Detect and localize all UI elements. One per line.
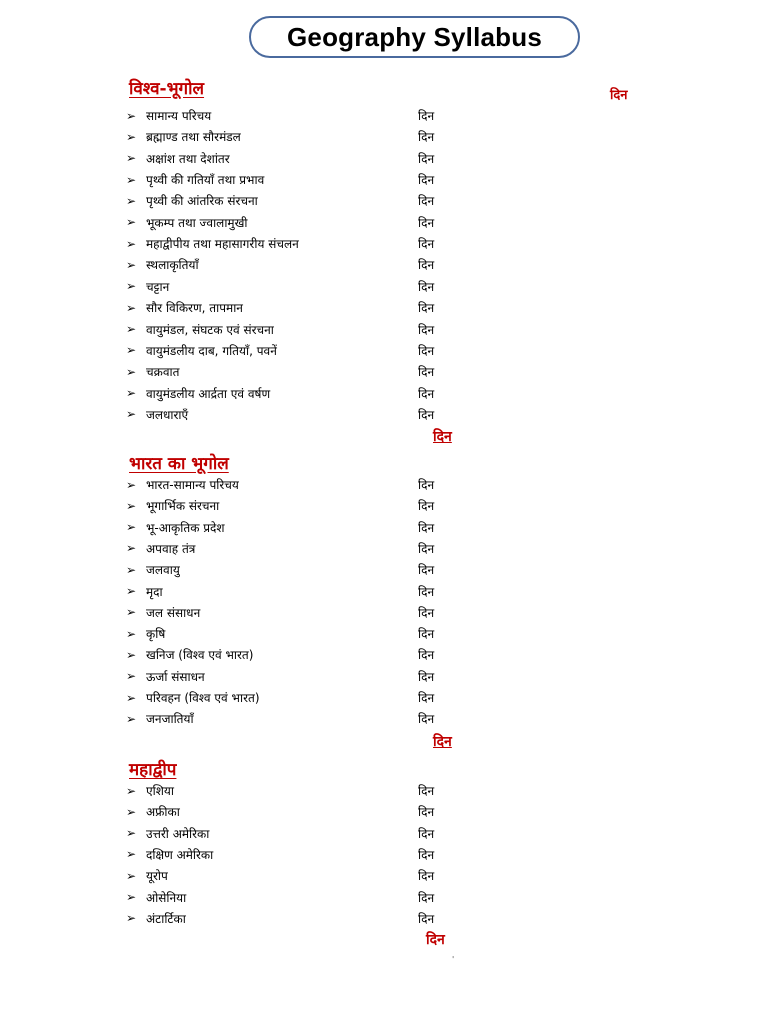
list-item — [126, 361, 456, 382]
list-item — [126, 319, 456, 340]
arrow-bullet-icon: ➢ — [126, 477, 137, 492]
list-item — [126, 233, 456, 254]
day-label: दिन — [418, 627, 435, 642]
list-item — [126, 823, 456, 844]
day-label: दिन — [418, 279, 435, 294]
arrow-bullet-icon: ➢ — [126, 386, 137, 401]
day-label: दिन — [418, 258, 435, 273]
arrow-bullet-icon: ➢ — [126, 129, 137, 144]
arrow-bullet-icon: ➢ — [126, 868, 137, 883]
topic-label: एशिया — [146, 784, 174, 798]
topic-label: पृथ्वी की गतियाँ तथा प्रभाव — [146, 173, 265, 188]
page-title: Geography Syllabus — [286, 21, 542, 52]
list-item — [126, 340, 456, 361]
topic-label: परिवहन (विश्व एवं भारत) — [146, 691, 260, 705]
topic-label: जलधाराएँ — [146, 407, 189, 422]
arrow-bullet-icon: ➢ — [126, 626, 137, 641]
day-label: दिन — [418, 407, 435, 422]
arrow-bullet-icon: ➢ — [126, 541, 137, 556]
list-item — [126, 474, 456, 495]
topic-label: जलवायु — [146, 563, 180, 578]
topic-label: अक्षांश तथा देशांतर — [146, 151, 230, 166]
topic-label: चक्रवात — [146, 365, 180, 380]
topic-label: जनजातियाँ — [146, 712, 194, 727]
list-item — [126, 538, 456, 559]
list-item — [126, 190, 456, 211]
section-heading: महाद्वीप — [129, 760, 177, 780]
arrow-bullet-icon: ➢ — [126, 151, 137, 166]
topic-label: मृदा — [146, 584, 163, 599]
section-heading: भारत का भूगोल — [129, 454, 229, 474]
day-label: दिन — [418, 826, 435, 841]
arrow-bullet-icon: ➢ — [126, 300, 137, 315]
day-label: दिन — [418, 648, 435, 663]
arrow-bullet-icon: ➢ — [126, 647, 137, 662]
arrow-bullet-icon: ➢ — [126, 711, 137, 726]
day-label: दिन — [418, 215, 435, 230]
day-label: दिन — [418, 365, 435, 380]
list-item — [126, 708, 456, 729]
section-total-days: दिन — [426, 932, 445, 948]
arrow-bullet-icon: ➢ — [126, 407, 137, 422]
arrow-bullet-icon: ➢ — [126, 279, 137, 294]
topic-label: उत्तरी अमेरिका — [146, 826, 210, 841]
arrow-bullet-icon: ➢ — [126, 193, 137, 208]
list-item — [126, 254, 456, 275]
topic-label: स्थलाकृतियाँ — [146, 258, 199, 273]
day-label: दिन — [418, 322, 435, 337]
day-label: दिन — [418, 890, 435, 905]
list-item — [126, 581, 456, 602]
arrow-bullet-icon: ➢ — [126, 322, 137, 336]
topic-label: अपवाह तंत्र — [146, 541, 196, 556]
arrow-bullet-icon: ➢ — [126, 343, 137, 358]
topic-label: भू-आकृतिक प्रदेश — [146, 520, 225, 535]
list-item — [126, 276, 456, 297]
arrow-bullet-icon: ➢ — [126, 826, 137, 841]
section-total-days: दिन — [433, 734, 452, 750]
day-label: दिन — [418, 478, 435, 492]
day-label: दिन — [418, 784, 435, 798]
list-item — [126, 169, 456, 190]
topic-label: वायुमंडलीय दाब, गतियाँ, पवनें — [146, 343, 277, 358]
day-label: दिन — [418, 869, 435, 884]
topic-label: दक्षिण अमेरिका — [146, 847, 214, 862]
topic-label: ओसेनिया — [146, 890, 187, 905]
day-label: दिन — [418, 151, 435, 166]
arrow-bullet-icon: ➢ — [126, 783, 137, 798]
topic-label: सौर विकिरण, तापमान — [146, 301, 243, 316]
list-item — [126, 495, 456, 516]
day-label: दिन — [418, 237, 435, 252]
topic-label: भूगार्भिक संरचना — [146, 499, 220, 514]
stray-mark: ' — [452, 955, 455, 964]
topic-label: ब्रह्माण्ड तथा सौरमंडल — [146, 130, 241, 145]
arrow-bullet-icon: ➢ — [126, 257, 137, 272]
list-item — [126, 383, 456, 404]
arrow-bullet-icon: ➢ — [126, 847, 137, 862]
list-item — [126, 666, 456, 687]
arrow-bullet-icon: ➢ — [126, 172, 137, 187]
list-item — [126, 404, 456, 425]
list-item — [126, 623, 456, 644]
list-item — [126, 908, 456, 929]
list-item — [126, 844, 456, 865]
topic-label: वायुमंडल, संघटक एवं संरचना — [146, 322, 274, 337]
topic-label: वायुमंडलीय आर्द्रता एवं वर्षण — [146, 386, 271, 401]
header-day-label: दिन — [610, 88, 628, 103]
day-label: दिन — [418, 584, 435, 599]
arrow-bullet-icon: ➢ — [126, 562, 137, 577]
day-label: दिन — [418, 605, 435, 620]
topic-label: सामान्य परिचय — [146, 109, 212, 123]
topic-label: अफ्रीका — [146, 805, 180, 820]
arrow-bullet-icon: ➢ — [126, 215, 137, 230]
day-label: दिन — [418, 499, 435, 514]
day-label: दिन — [418, 669, 435, 684]
day-label: दिन — [418, 194, 435, 209]
topic-label: खनिज (विश्व एवं भारत) — [146, 648, 254, 663]
arrow-bullet-icon: ➢ — [126, 911, 137, 926]
arrow-bullet-icon: ➢ — [126, 669, 137, 684]
topic-label: ऊर्जा संसाधन — [146, 669, 205, 684]
list-item — [126, 297, 456, 318]
day-label: दिन — [418, 847, 435, 862]
day-label: दिन — [418, 805, 435, 820]
list-item — [126, 602, 456, 623]
list-item — [126, 212, 456, 233]
day-label: दिन — [418, 109, 435, 123]
arrow-bullet-icon: ➢ — [126, 605, 137, 620]
list-item — [126, 687, 456, 708]
topic-label: पृथ्वी की आंतरिक संरचना — [146, 194, 258, 209]
arrow-bullet-icon: ➢ — [126, 584, 137, 598]
list-item — [126, 148, 456, 169]
arrow-bullet-icon: ➢ — [126, 108, 137, 123]
list-item — [126, 887, 456, 908]
title-box — [249, 16, 580, 58]
topic-label: महाद्वीपीय तथा महासागरीय संचलन — [146, 237, 299, 252]
arrow-bullet-icon: ➢ — [126, 364, 137, 379]
list-item — [126, 780, 456, 801]
arrow-bullet-icon: ➢ — [126, 498, 137, 513]
list-item — [126, 517, 456, 538]
arrow-bullet-icon: ➢ — [126, 236, 137, 251]
topic-label: भूकम्प तथा ज्वालामुखी — [146, 215, 248, 230]
section-total-days: दिन — [433, 429, 452, 445]
topic-label: कृषि — [146, 627, 166, 642]
day-label: दिन — [418, 130, 435, 145]
topic-label: जल संसाधन — [146, 605, 201, 620]
arrow-bullet-icon: ➢ — [126, 804, 137, 819]
section-heading: विश्व-भूगोल — [129, 79, 205, 99]
topic-label: चट्टान — [146, 279, 170, 294]
day-label: दिन — [418, 911, 435, 926]
day-label: दिन — [418, 343, 435, 358]
list-item — [126, 126, 456, 147]
day-label: दिन — [418, 173, 435, 188]
arrow-bullet-icon: ➢ — [126, 690, 137, 705]
day-label: दिन — [418, 691, 435, 705]
list-item — [126, 559, 456, 580]
list-item — [126, 801, 456, 822]
topic-label: यूरोप — [146, 869, 168, 884]
list-item — [126, 105, 456, 126]
topic-label: भारत-सामान्य परिचय — [146, 478, 239, 492]
day-label: दिन — [418, 563, 435, 578]
day-label: दिन — [418, 520, 435, 535]
arrow-bullet-icon: ➢ — [126, 520, 137, 535]
arrow-bullet-icon: ➢ — [126, 890, 137, 904]
day-label: दिन — [418, 541, 435, 556]
list-item — [126, 865, 456, 886]
topic-label: अंटार्टिका — [146, 911, 186, 926]
list-item — [126, 644, 456, 665]
day-label: दिन — [418, 712, 435, 727]
day-label: दिन — [418, 301, 435, 316]
day-label: दिन — [418, 386, 435, 401]
